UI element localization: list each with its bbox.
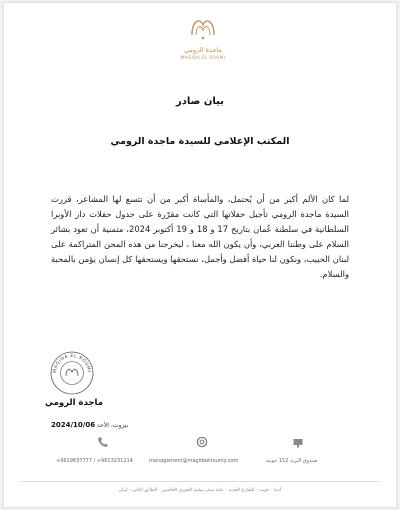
phone-icon — [97, 436, 109, 448]
svg-text:MAGIDA EL ROUMI — [52, 353, 92, 373]
signing-date: 2024/10/06 — [51, 421, 96, 429]
po-box-icon — [292, 436, 304, 448]
logo-name-arabic: ماجدة الرومي — [184, 46, 222, 54]
footer-phones: +9619637777 / +9613231214 — [56, 458, 133, 464]
brand-logo — [172, 13, 234, 60]
email-icon — [196, 436, 208, 448]
footer-email: management@magidaelroumy.com — [149, 458, 239, 464]
page-title: بيان صادر — [176, 96, 224, 107]
footer-divider — [20, 481, 380, 482]
logo-name-english: MAGIDA EL ROUMI — [180, 55, 226, 60]
footer-address: أدما - جونيه - الشارع الجديد - بناية سنتر سليم الخوري الخامس - الطابق الثاني - لبنان — [118, 488, 282, 493]
statement-body — [51, 192, 349, 282]
statement-paragraph: لما كان الألم أكبر من أن يُحتمل، والمأساة أكبر من أن تتسع لها المشاعر، قررت السيدة ماجدة الرومي تأجيل حفلاتها التي كانت مقرّرة على جدول حفلات دار الأوبرا السلطانية في سلطنة عُمان بتاريخ 17 و 18 و 19 أكتوبر 2024، متمنية أن تعود بشائر السلام على وطننا العربي، وأن يكون الله معنا ، ليخرجنا من هذه المحن المتراكمة على لبنان الحبيب، ونكون لنا حياة أفضل وأجمل، نستحقها ويستحقها كل إنسان يؤمن بالمحبة والسلام. — [51, 194, 349, 279]
official-seal-icon — [50, 351, 94, 395]
document-page — [3, 2, 397, 508]
page-subtitle: المكتب الإعلامي للسيدة ماجدة الرومي — [110, 136, 290, 147]
date-line — [51, 421, 128, 429]
seal-text: MAGIDA EL ROUMI — [52, 353, 92, 374]
signatory-name: ماجدة الرومي — [44, 398, 103, 408]
logo-monogram-icon — [186, 13, 220, 45]
footer-po-box: صندوق البريد 152 جونيه — [266, 458, 318, 464]
signing-place-day: بيروت، الأحد — [97, 422, 129, 429]
